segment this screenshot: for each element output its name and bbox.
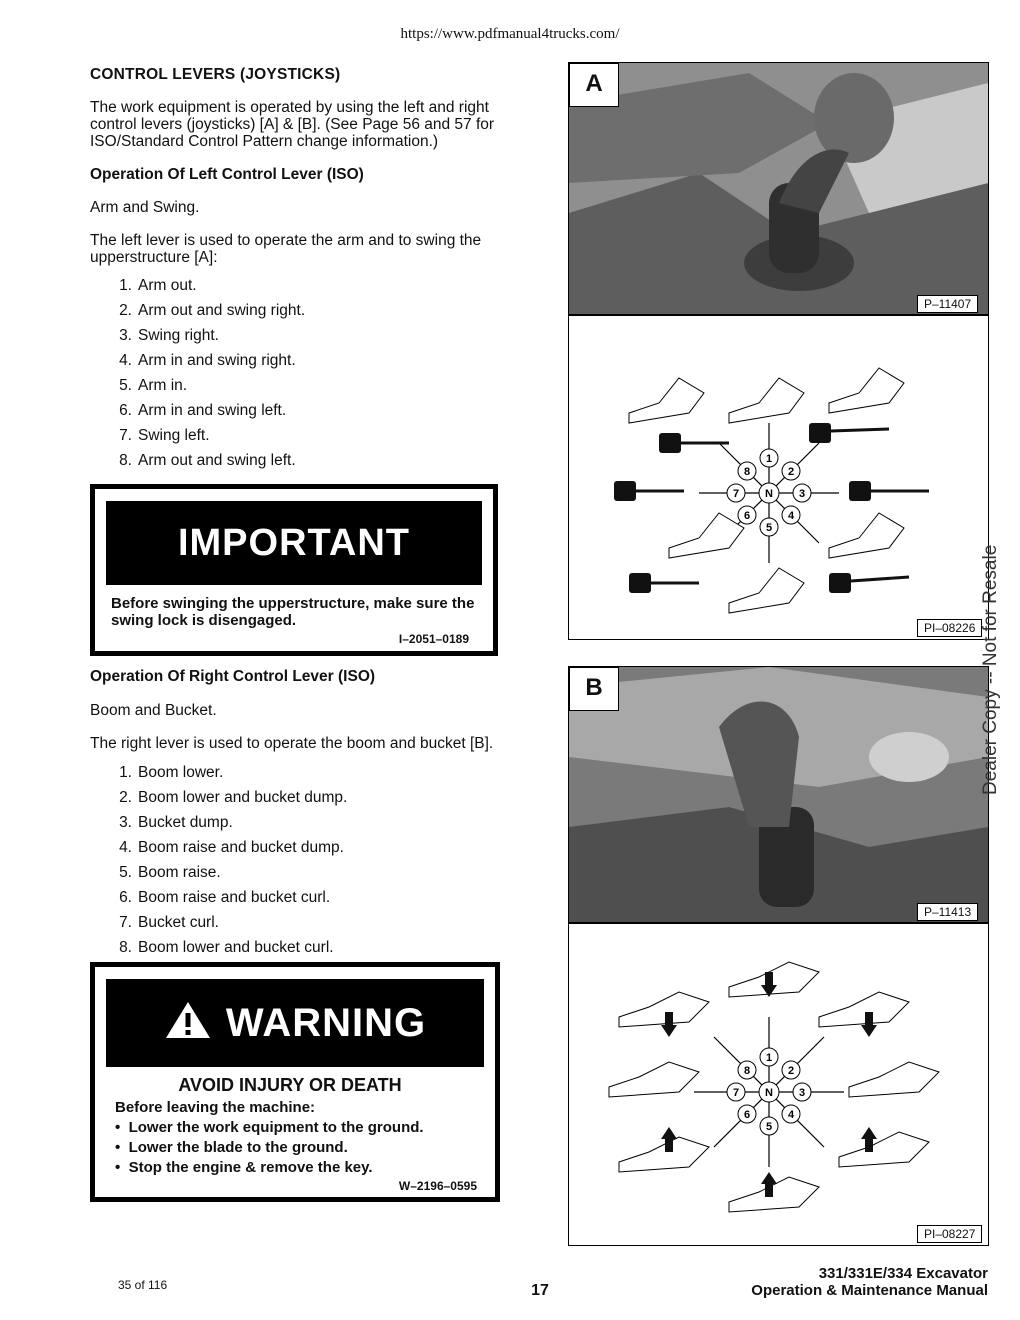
important-banner: IMPORTANT <box>106 501 482 585</box>
joystick-photo-illustration <box>569 63 988 314</box>
list-item: 3. Bucket dump. <box>119 814 233 831</box>
list-item: 1. Boom lower. <box>119 764 224 781</box>
figure-a-photo-tag: P–11407 <box>917 295 978 313</box>
svg-text:3: 3 <box>798 488 806 500</box>
svg-text:2: 2 <box>787 466 795 478</box>
svg-text:1: 1 <box>765 1052 773 1064</box>
list-item: 6. Boom raise and bucket curl. <box>119 889 331 906</box>
dealer-watermark: Dealer Copy -- Not for Resale <box>980 544 1001 795</box>
left-lever-subtitle: Arm and Swing. <box>90 199 200 216</box>
figure-b-photo-tag: P–11413 <box>917 903 978 921</box>
source-url: https://www.pdfmanual4trucks.com/ <box>400 26 620 42</box>
svg-text:2: 2 <box>787 1065 795 1077</box>
figure-b-letter: B <box>569 667 619 711</box>
svg-text:N: N <box>765 1087 773 1099</box>
warning-banner-text: WARNING <box>225 1001 427 1045</box>
svg-text:5: 5 <box>765 1121 773 1133</box>
list-item: • Stop the engine & remove the key. <box>115 1159 373 1176</box>
list-item: 8. Boom lower and bucket curl. <box>119 939 334 956</box>
warning-subtitle: AVOID INJURY OR DEATH <box>178 1075 402 1095</box>
svg-text:7: 7 <box>732 1087 740 1099</box>
list-item: 7. Bucket curl. <box>119 914 219 931</box>
list-item: 6. Arm in and swing left. <box>119 402 287 419</box>
figure-a-divider <box>569 314 988 316</box>
figure-b-divider <box>569 922 988 924</box>
svg-text:8: 8 <box>743 1065 751 1077</box>
figure-a-panel <box>568 62 989 640</box>
svg-text:6: 6 <box>743 1109 751 1121</box>
figure-b-diagram-tag: PI–08227 <box>917 1225 982 1243</box>
important-notice <box>90 484 498 656</box>
figure-a-diagram-tag: PI–08226 <box>917 619 982 637</box>
figure-b-photo <box>569 667 988 922</box>
svg-text:8: 8 <box>743 466 751 478</box>
left-lever-heading: Operation Of Left Control Lever (ISO) <box>90 166 364 183</box>
warning-lead: Before leaving the machine: <box>115 1099 316 1116</box>
list-item: 7. Swing left. <box>119 427 210 444</box>
list-item: 3. Swing right. <box>119 327 219 344</box>
figure-b-panel <box>568 666 989 1246</box>
warning-bullet-list <box>115 1119 475 1179</box>
list-item: • Lower the work equipment to the ground. <box>115 1119 424 1136</box>
figure-a-diagram <box>599 363 959 623</box>
warning-code: W–2196–0595 <box>398 1179 477 1193</box>
footer-manual-title: Operation & Maintenance Manual <box>751 1282 988 1299</box>
list-item: 8. Arm out and swing left. <box>119 452 296 469</box>
important-code: I–2051–0189 <box>398 632 469 646</box>
joystick-photo-illustration <box>569 667 988 922</box>
figure-a-photo <box>569 63 988 314</box>
important-text: Before swinging the upperstructure, make sure the swing lock is disengaged. <box>111 595 475 629</box>
list-item: 4. Boom raise and bucket dump. <box>119 839 344 856</box>
footer-model: 331/331E/334 Excavator <box>818 1265 988 1282</box>
svg-text:4: 4 <box>787 1109 795 1121</box>
right-lever-steps <box>82 760 482 960</box>
page-number: 17 <box>531 1282 549 1299</box>
svg-text:7: 7 <box>732 488 740 500</box>
list-item: 2. Arm out and swing right. <box>119 302 306 319</box>
right-lever-description: The right lever is used to operate the boom and bucket [B]. <box>90 735 494 752</box>
svg-text:1: 1 <box>765 453 773 465</box>
figure-b-diagram <box>599 957 959 1222</box>
list-item: 5. Boom raise. <box>119 864 221 881</box>
right-lever-heading: Operation Of Right Control Lever (ISO) <box>90 668 376 685</box>
list-item: 2. Boom lower and bucket dump. <box>119 789 348 806</box>
right-lever-subtitle: Boom and Bucket. <box>90 702 217 719</box>
page-count: 35 of 116 <box>118 1278 168 1292</box>
list-item: 4. Arm in and swing right. <box>119 352 296 369</box>
figure-a-letter: A <box>569 63 619 107</box>
left-lever-steps <box>82 273 482 473</box>
warning-banner <box>106 979 484 1067</box>
list-item: 5. Arm in. <box>119 377 188 394</box>
svg-text:6: 6 <box>743 510 751 522</box>
intro-paragraph: The work equipment is operated by using the left and right control levers (joysticks) [A] & [B]. (See Page 56 and 57 for ISO/Standard Control Pattern change information.) <box>90 99 495 150</box>
svg-text:3: 3 <box>798 1087 806 1099</box>
svg-text:4: 4 <box>787 510 795 522</box>
left-lever-description: The left lever is used to operate the arm and to swing the upperstructure [A]: <box>90 232 482 266</box>
warning-triangle-icon <box>164 1000 212 1040</box>
svg-text:N: N <box>765 488 773 500</box>
section-title: CONTROL LEVERS (JOYSTICKS) <box>90 66 341 83</box>
list-item: • Lower the blade to the ground. <box>115 1139 348 1156</box>
svg-text:5: 5 <box>765 522 773 534</box>
warning-notice <box>90 962 500 1202</box>
list-item: 1. Arm out. <box>119 277 197 294</box>
